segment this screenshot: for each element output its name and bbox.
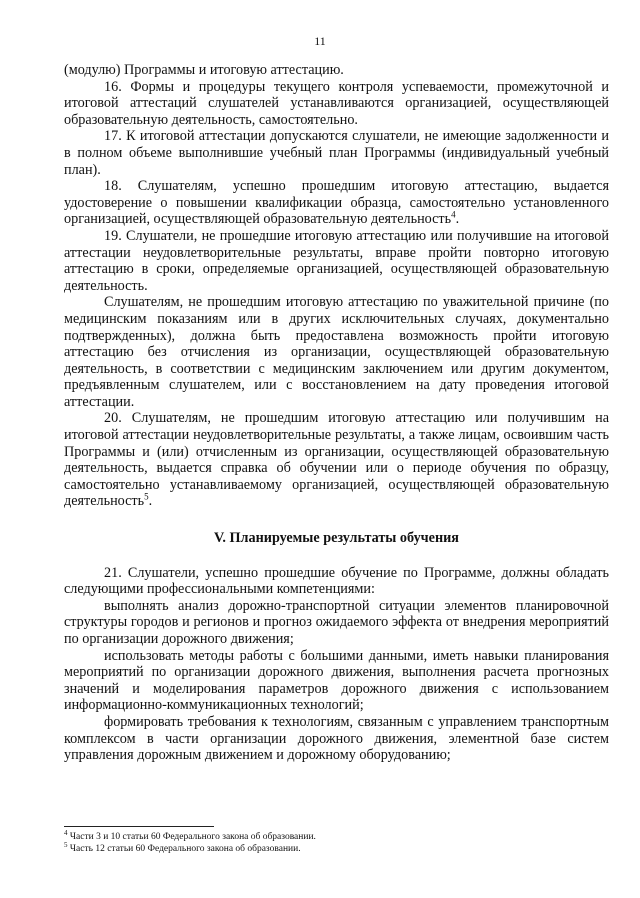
paragraph-19: 19. Слушатели, не прошедшие итоговую аттестацию или получившие на итоговой аттестации неудовлетворительные результаты, вправе пройти повторно итоговую аттестацию в сроки, определяемые организацией, осуществляющей образовательную деятельность.	[64, 227, 609, 294]
paragraph-19-cont: Слушателям, не прошедшим итоговую аттестацию по уважительной причине (по медицинским показаниям или в других исключительных случаях, документально подтвержденных), должна быть предоставлена возможность пройти итоговую аттестацию без отчисления из организации, осуществляющей образовательную деятельность, в соответствии с медицинским заключением или другим документом, предъявленным слушателем, или с восстановлением на дату проведения итоговой аттестации.	[64, 294, 609, 410]
footnote-ref: 5	[144, 491, 149, 502]
section-heading: V. Планируемые результаты обучения	[214, 530, 459, 547]
paragraph-20: 20. Слушателям, не прошедшим итоговую аттестацию или получившим на итоговой аттестации неудовлетворительные результаты, а также лицам, освоившим часть Программы и (или) отчисленным из организации, осуществляющей образовательную деятельность, выдается справка об обучении или о периоде обучения по образцу, самостоятельно устанавливаемому организацией, осуществляющей образовательную деятельность$^5$.	[64, 410, 609, 510]
footnote: $^5$ Часть 12 статьи 60 Федерального закона об образовании.	[64, 840, 301, 854]
footnote-ref: 4	[451, 209, 456, 220]
paragraph-18: 18. Слушателям, успешно прошедшим итоговую аттестацию, выдается удостоверение о повышении квалификации образца, самостоятельно установленного организацией, осуществляющей образовательную деятельность$^4$.	[64, 178, 609, 228]
footnote-divider	[64, 826, 214, 827]
competency-item: использовать методы работы с большими данными, иметь навыки планирования мероприятий по организации дорожного движения, выполнения расчета прогнозных значений и моделирования параметров дорожного движения с использованием информационно-коммуникационных технологий;	[64, 647, 609, 714]
paragraph-16: 16. Формы и процедуры текущего контроля успеваемости, промежуточной и итоговой аттестаций слушателей устанавливаются организацией, осуществляющей образовательную деятельность, самостоятельно.	[64, 78, 609, 128]
paragraph-21: 21. Слушатели, успешно прошедшие обучение по Программе, должны обладать следующими профессиональными компетенциями:	[64, 564, 609, 598]
paragraph: (модулю) Программы и итоговую аттестацию.	[64, 62, 344, 78]
page-number: 11	[314, 34, 326, 48]
footnote: $^4$ Части 3 и 10 статьи 60 Федерального закона об образовании.	[64, 828, 316, 842]
paragraph-17: 17. К итоговой аттестации допускаются слушатели, не имеющие задолженности и в полном объеме выполнившие учебный план Программы (индивидуальный учебный план).	[64, 128, 609, 178]
document-body	[64, 62, 609, 764]
footnotes	[64, 828, 609, 855]
competency-item: формировать требования к технологиям, связанным с управлением транспортным комплексом в части организации дорожного движения, элементной базе систем управления дорожным движением и дорожному оборудованию;	[64, 713, 609, 764]
competency-item: выполнять анализ дорожно-транспортной ситуации элементов планировочной структуры городов и регионов и прогноз ожидаемого эффекта от внедрения мероприятий по организации дорожного движения;	[64, 597, 609, 647]
